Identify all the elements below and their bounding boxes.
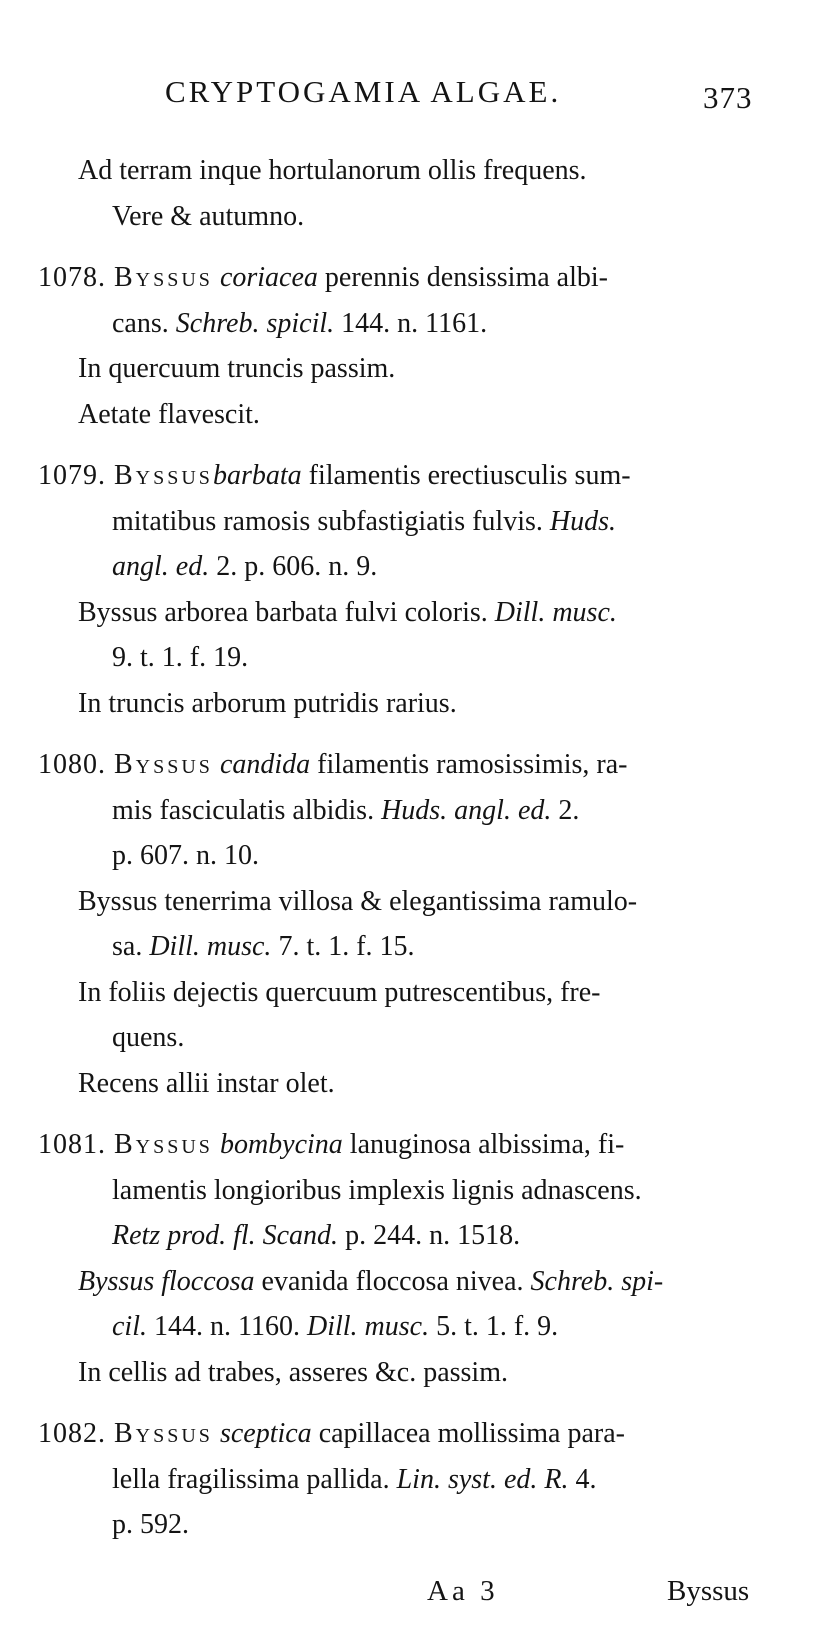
text-run: In cellis ad trabes, asseres &c. passim. — [78, 1356, 508, 1388]
text-line — [0, 148, 830, 194]
text-line — [0, 1015, 830, 1061]
text-run: 144. n. 1160. — [147, 1311, 307, 1342]
text-line — [0, 346, 830, 392]
page-header — [0, 74, 830, 120]
text-line — [0, 544, 830, 590]
text-line — [0, 970, 830, 1016]
text-run: lanuginosa albissima, fi- — [342, 1129, 625, 1160]
genus-name: Byssus — [114, 460, 213, 491]
genus-name: Byssus — [114, 1129, 213, 1160]
entry-spacer — [0, 726, 830, 742]
text-run: In foliis dejectis quercuum putrescentibus, fre- — [78, 976, 601, 1008]
text-line — [0, 1168, 830, 1214]
italic-text: Dill. musc. — [494, 596, 617, 628]
text-line — [0, 1122, 830, 1168]
text-run: 9. t. 1. f. 19. — [112, 642, 249, 673]
text-run: lamentis longioribus implexis lignis adnascens. — [112, 1174, 642, 1206]
text-run: 5. t. 1. f. 9. — [429, 1311, 559, 1342]
running-title: CRYPTOGAMIA ALGAE. — [165, 74, 562, 109]
text-line — [0, 635, 830, 681]
text-line — [0, 1304, 830, 1350]
text-run: In truncis arborum putridis rarius. — [78, 687, 457, 719]
italic-text: coriacea — [219, 262, 318, 293]
text-line — [0, 1411, 830, 1457]
text-run: evanida floccosa nivea. — [254, 1265, 531, 1297]
text-line — [0, 1213, 830, 1259]
italic-text: sceptica — [219, 1418, 312, 1449]
text-line — [0, 590, 830, 636]
text-run: filamentis erectiusculis sum- — [301, 460, 631, 491]
text-run — [213, 749, 220, 780]
text-run: Ad terram inque hortulanorum ollis frequens. — [78, 155, 587, 186]
text-run: Aetate flavescit. — [78, 398, 260, 430]
text-run: In quercuum truncis passim. — [78, 353, 396, 384]
italic-text: cil. — [112, 1311, 147, 1342]
text-line — [0, 742, 830, 788]
entry-number: 1081. — [38, 1129, 114, 1160]
text-line — [0, 301, 830, 347]
italic-text: Schreb. spi- — [530, 1265, 664, 1297]
italic-text: barbata — [212, 460, 302, 491]
italic-text: Schreb. spicil. — [175, 307, 335, 339]
page-number: 373 — [703, 80, 753, 115]
italic-text: Huds. — [549, 505, 616, 537]
text-line — [0, 879, 830, 925]
italic-text: Dill. musc. — [149, 931, 272, 962]
text-run: lella fragilissima pallida. — [112, 1463, 397, 1495]
text-line — [0, 255, 830, 301]
catchword: Byssus — [667, 1575, 750, 1607]
species-entry — [0, 453, 830, 726]
genus-name: Byssus — [114, 1418, 213, 1449]
species-entry — [0, 1122, 830, 1395]
text-run: Recens allii instar olet. — [78, 1067, 335, 1099]
text-run — [213, 262, 220, 293]
entry-spacer — [0, 437, 830, 453]
species-entry — [0, 742, 830, 1106]
italic-text: Dill. musc. — [306, 1311, 430, 1342]
text-run: mitatibus ramosis subfastigiatis fulvis. — [112, 505, 550, 537]
species-entry — [0, 255, 830, 437]
text-run: p. 592. — [112, 1509, 189, 1540]
text-line — [0, 392, 830, 438]
text-run: p. 607. n. 10. — [112, 840, 259, 871]
entry-spacer — [0, 1395, 830, 1411]
text-run: 2. p. 606. n. 9. — [209, 551, 378, 582]
text-run: Byssus arborea barbata fulvi coloris. — [78, 596, 495, 628]
text-run — [213, 1418, 220, 1449]
text-line — [0, 1350, 830, 1396]
entry-number: 1078. — [38, 262, 114, 293]
signature-mark: Aa 3 — [427, 1575, 499, 1607]
text-run: p. 244. n. 1518. — [338, 1220, 521, 1251]
italic-text: bombycina — [219, 1129, 343, 1160]
text-run — [213, 1129, 220, 1160]
italic-text: Lin. syst. ed. R. — [396, 1463, 569, 1495]
italic-text: Retz prod. fl. Scand. — [112, 1220, 339, 1251]
text-run: quens. — [112, 1022, 185, 1053]
italic-text: Huds. angl. ed. — [381, 794, 552, 826]
text-run: 2. — [551, 794, 580, 826]
text-run: Byssus tenerrima villosa & elegantissima ramulo- — [78, 885, 638, 917]
text-run: sa. — [112, 931, 150, 962]
entry-spacer — [0, 239, 830, 255]
italic-text: angl. ed. — [112, 551, 210, 582]
text-run: mis fasciculatis albidis. — [112, 794, 382, 826]
text-run: 4. — [568, 1463, 597, 1495]
text-line — [0, 924, 830, 970]
text-run: 144. n. 1161. — [334, 307, 488, 339]
text-line — [0, 453, 830, 499]
entry-number: 1079. — [38, 460, 114, 491]
species-entry — [0, 1411, 830, 1548]
text-run: perennis densissima albi- — [317, 262, 608, 293]
italic-text: Byssus floccosa — [78, 1265, 255, 1297]
text-line — [0, 499, 830, 545]
text-line — [0, 1502, 830, 1548]
page-body — [0, 148, 830, 1548]
species-entry — [0, 148, 830, 239]
text-line — [0, 1061, 830, 1107]
text-line — [0, 1457, 830, 1503]
text-run: 7. t. 1. f. 15. — [271, 931, 415, 962]
text-line — [0, 681, 830, 727]
genus-name: Byssus — [114, 262, 213, 293]
text-line — [0, 788, 830, 834]
text-run: capillacea mollissima para- — [311, 1418, 625, 1449]
text-run: cans. — [112, 307, 176, 339]
italic-text: candida — [219, 749, 311, 780]
entry-number: 1082. — [38, 1418, 114, 1449]
text-line — [0, 833, 830, 879]
genus-name: Byssus — [114, 749, 213, 780]
text-line — [0, 194, 830, 240]
text-run: filamentis ramosissimis, ra- — [310, 749, 628, 780]
entry-spacer — [0, 1106, 830, 1122]
page-footer — [0, 1575, 830, 1620]
text-line — [0, 1259, 830, 1305]
text-run: Vere & autumno. — [112, 200, 305, 232]
entry-number: 1080. — [38, 749, 114, 780]
